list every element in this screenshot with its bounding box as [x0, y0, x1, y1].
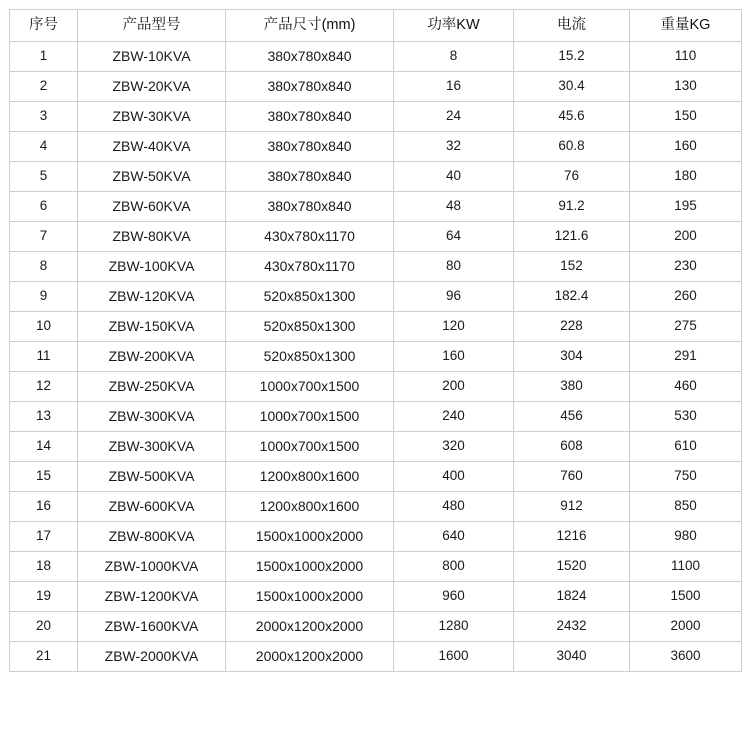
column-header-index: 序号 — [10, 10, 78, 42]
cell-index: 16 — [10, 492, 78, 522]
cell-power: 32 — [394, 132, 514, 162]
cell-dimensions: 1500x1000x2000 — [226, 522, 394, 552]
table-row — [10, 402, 742, 432]
cell-model: ZBW-30KVA — [78, 102, 226, 132]
cell-current: 45.6 — [514, 102, 630, 132]
cell-model: ZBW-1600KVA — [78, 612, 226, 642]
cell-power: 320 — [394, 432, 514, 462]
cell-index: 11 — [10, 342, 78, 372]
cell-current: 912 — [514, 492, 630, 522]
table-row — [10, 552, 742, 582]
cell-current: 60.8 — [514, 132, 630, 162]
cell-model: ZBW-300KVA — [78, 402, 226, 432]
cell-model: ZBW-80KVA — [78, 222, 226, 252]
cell-index: 2 — [10, 72, 78, 102]
cell-weight: 130 — [630, 72, 742, 102]
cell-dimensions: 380x780x840 — [226, 132, 394, 162]
cell-current: 3040 — [514, 642, 630, 672]
cell-index: 13 — [10, 402, 78, 432]
cell-weight: 750 — [630, 462, 742, 492]
cell-power: 80 — [394, 252, 514, 282]
cell-dimensions: 1000x700x1500 — [226, 402, 394, 432]
cell-index: 7 — [10, 222, 78, 252]
cell-model: ZBW-1000KVA — [78, 552, 226, 582]
cell-power: 48 — [394, 192, 514, 222]
table-row — [10, 432, 742, 462]
cell-power: 480 — [394, 492, 514, 522]
cell-weight: 610 — [630, 432, 742, 462]
table-row — [10, 312, 742, 342]
table-row — [10, 192, 742, 222]
cell-weight: 195 — [630, 192, 742, 222]
cell-index: 18 — [10, 552, 78, 582]
cell-dimensions: 1500x1000x2000 — [226, 552, 394, 582]
cell-power: 1280 — [394, 612, 514, 642]
cell-dimensions: 2000x1200x2000 — [226, 612, 394, 642]
cell-weight: 1500 — [630, 582, 742, 612]
cell-current: 152 — [514, 252, 630, 282]
cell-index: 20 — [10, 612, 78, 642]
cell-model: ZBW-800KVA — [78, 522, 226, 552]
cell-dimensions: 520x850x1300 — [226, 312, 394, 342]
cell-current: 304 — [514, 342, 630, 372]
table-row — [10, 72, 742, 102]
cell-index: 19 — [10, 582, 78, 612]
table-row — [10, 612, 742, 642]
cell-dimensions: 1500x1000x2000 — [226, 582, 394, 612]
cell-dimensions: 380x780x840 — [226, 72, 394, 102]
cell-model: ZBW-150KVA — [78, 312, 226, 342]
cell-current: 91.2 — [514, 192, 630, 222]
table-row — [10, 282, 742, 312]
cell-current: 1520 — [514, 552, 630, 582]
cell-index: 1 — [10, 42, 78, 72]
cell-model: ZBW-50KVA — [78, 162, 226, 192]
table-row — [10, 42, 742, 72]
cell-current: 380 — [514, 372, 630, 402]
product-specification-table — [9, 9, 742, 672]
cell-model: ZBW-1200KVA — [78, 582, 226, 612]
cell-weight: 160 — [630, 132, 742, 162]
cell-index: 15 — [10, 462, 78, 492]
cell-dimensions: 380x780x840 — [226, 162, 394, 192]
cell-index: 4 — [10, 132, 78, 162]
cell-current: 1216 — [514, 522, 630, 552]
column-header-current: 电流 — [514, 10, 630, 42]
cell-weight: 980 — [630, 522, 742, 552]
table-row — [10, 222, 742, 252]
column-header-power: 功率KW — [394, 10, 514, 42]
cell-power: 240 — [394, 402, 514, 432]
table-header-row — [10, 10, 742, 42]
table-row — [10, 102, 742, 132]
table-row — [10, 582, 742, 612]
column-header-model: 产品型号 — [78, 10, 226, 42]
cell-dimensions: 380x780x840 — [226, 42, 394, 72]
cell-index: 14 — [10, 432, 78, 462]
cell-dimensions: 1000x700x1500 — [226, 432, 394, 462]
cell-model: ZBW-200KVA — [78, 342, 226, 372]
table-row — [10, 462, 742, 492]
cell-index: 12 — [10, 372, 78, 402]
cell-current: 456 — [514, 402, 630, 432]
cell-model: ZBW-40KVA — [78, 132, 226, 162]
cell-power: 1600 — [394, 642, 514, 672]
cell-power: 200 — [394, 372, 514, 402]
cell-model: ZBW-300KVA — [78, 432, 226, 462]
cell-power: 64 — [394, 222, 514, 252]
cell-dimensions: 430x780x1170 — [226, 222, 394, 252]
cell-weight: 200 — [630, 222, 742, 252]
cell-weight: 530 — [630, 402, 742, 432]
cell-index: 8 — [10, 252, 78, 282]
cell-weight: 110 — [630, 42, 742, 72]
table-row — [10, 492, 742, 522]
table-row — [10, 342, 742, 372]
cell-weight: 180 — [630, 162, 742, 192]
cell-index: 9 — [10, 282, 78, 312]
cell-weight: 1100 — [630, 552, 742, 582]
table-row — [10, 132, 742, 162]
cell-weight: 150 — [630, 102, 742, 132]
cell-current: 121.6 — [514, 222, 630, 252]
cell-power: 400 — [394, 462, 514, 492]
cell-model: ZBW-2000KVA — [78, 642, 226, 672]
cell-model: ZBW-500KVA — [78, 462, 226, 492]
cell-weight: 291 — [630, 342, 742, 372]
cell-weight: 260 — [630, 282, 742, 312]
cell-current: 228 — [514, 312, 630, 342]
cell-dimensions: 1200x800x1600 — [226, 462, 394, 492]
cell-model: ZBW-20KVA — [78, 72, 226, 102]
table-row — [10, 252, 742, 282]
cell-current: 182.4 — [514, 282, 630, 312]
cell-power: 120 — [394, 312, 514, 342]
cell-index: 21 — [10, 642, 78, 672]
cell-power: 8 — [394, 42, 514, 72]
cell-weight: 230 — [630, 252, 742, 282]
cell-dimensions: 430x780x1170 — [226, 252, 394, 282]
cell-index: 6 — [10, 192, 78, 222]
cell-power: 960 — [394, 582, 514, 612]
cell-dimensions: 520x850x1300 — [226, 282, 394, 312]
cell-weight: 850 — [630, 492, 742, 522]
cell-current: 76 — [514, 162, 630, 192]
cell-index: 17 — [10, 522, 78, 552]
cell-power: 160 — [394, 342, 514, 372]
cell-dimensions: 1200x800x1600 — [226, 492, 394, 522]
cell-power: 96 — [394, 282, 514, 312]
table-row — [10, 372, 742, 402]
cell-model: ZBW-60KVA — [78, 192, 226, 222]
cell-weight: 275 — [630, 312, 742, 342]
cell-index: 5 — [10, 162, 78, 192]
cell-index: 3 — [10, 102, 78, 132]
cell-model: ZBW-120KVA — [78, 282, 226, 312]
cell-index: 10 — [10, 312, 78, 342]
cell-current: 760 — [514, 462, 630, 492]
table-row — [10, 522, 742, 552]
cell-dimensions: 520x850x1300 — [226, 342, 394, 372]
table-row — [10, 162, 742, 192]
cell-dimensions: 1000x700x1500 — [226, 372, 394, 402]
cell-dimensions: 380x780x840 — [226, 102, 394, 132]
table-body — [10, 42, 742, 672]
table-header — [10, 10, 742, 42]
cell-model: ZBW-10KVA — [78, 42, 226, 72]
cell-weight: 2000 — [630, 612, 742, 642]
cell-model: ZBW-600KVA — [78, 492, 226, 522]
cell-power: 40 — [394, 162, 514, 192]
cell-weight: 460 — [630, 372, 742, 402]
cell-power: 800 — [394, 552, 514, 582]
cell-current: 2432 — [514, 612, 630, 642]
cell-model: ZBW-250KVA — [78, 372, 226, 402]
cell-dimensions: 380x780x840 — [226, 192, 394, 222]
column-header-weight: 重量KG — [630, 10, 742, 42]
cell-current: 30.4 — [514, 72, 630, 102]
cell-model: ZBW-100KVA — [78, 252, 226, 282]
cell-power: 640 — [394, 522, 514, 552]
cell-current: 15.2 — [514, 42, 630, 72]
cell-power: 16 — [394, 72, 514, 102]
cell-weight: 3600 — [630, 642, 742, 672]
table-row — [10, 642, 742, 672]
cell-power: 24 — [394, 102, 514, 132]
cell-current: 1824 — [514, 582, 630, 612]
column-header-dimensions: 产品尺寸(mm) — [226, 10, 394, 42]
cell-dimensions: 2000x1200x2000 — [226, 642, 394, 672]
cell-current: 608 — [514, 432, 630, 462]
